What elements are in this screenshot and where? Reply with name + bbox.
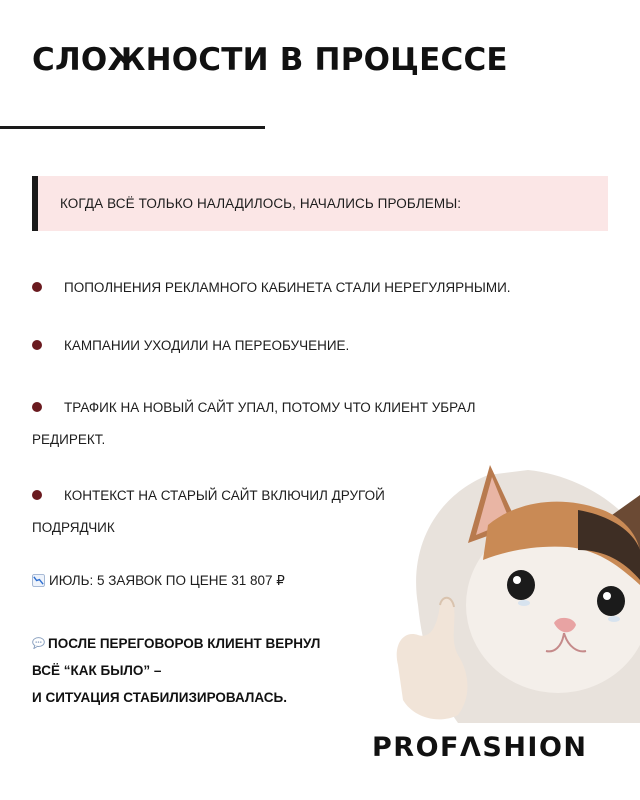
list-item — [32, 272, 602, 304]
page-title: СЛОЖНОСТИ В ПРОЦЕССЕ — [32, 42, 508, 78]
list-item-text: КАМПАНИИ УХОДИЛИ НА ПЕРЕОБУЧЕНИЕ. — [64, 338, 350, 353]
callout-text: КОГДА ВСЁ ТОЛЬКО НАЛАДИЛОСЬ, НАЧАЛИСЬ ПРОБЛЕМЫ: — [60, 196, 462, 211]
list-item-text-continued: ПОДРЯДЧИК — [32, 520, 115, 535]
resolution-line: ПОСЛЕ ПЕРЕГОВОРОВ КЛИЕНТ ВЕРНУЛ — [48, 636, 321, 651]
title-divider — [0, 126, 265, 129]
bullet-dot — [32, 402, 42, 412]
list-item — [32, 330, 602, 362]
bullet-dot — [32, 282, 42, 292]
resolution-line: ВСЁ “КАК БЫЛО” – — [32, 663, 162, 678]
july-text: ИЮЛЬ: 5 ЗАЯВОК ПО ЦЕНЕ 31 807 ₽ — [49, 573, 285, 588]
list-item — [32, 392, 602, 456]
resolution-text — [32, 630, 320, 711]
list-item-text: ПОПОЛНЕНИЯ РЕКЛАМНОГО КАБИНЕТА СТАЛИ НЕРЕГУЛЯРНЫМИ. — [64, 280, 511, 295]
list-item-text: ТРАФИК НА НОВЫЙ САЙТ УПАЛ, ПОТОМУ ЧТО КЛИЕНТ УБРАЛ — [64, 400, 476, 415]
july-result — [32, 573, 285, 589]
bullet-dot — [32, 340, 42, 350]
list-item-text: КОНТЕКСТ НА СТАРЫЙ САЙТ ВКЛЮЧИЛ ДРУГОЙ — [64, 488, 385, 503]
callout-box — [32, 176, 608, 231]
brand-logo: PROFΛSHION — [372, 732, 588, 763]
resolution-line: И СИТУАЦИЯ СТАБИЛИЗИРОВАЛАСЬ. — [32, 690, 288, 705]
crying-cat-image — [378, 455, 640, 723]
bullet-dot — [32, 490, 42, 500]
list-item-text-continued: РЕДИРЕКТ. — [32, 432, 106, 447]
speech-bubble-icon — [32, 637, 45, 649]
chart-down-icon — [32, 574, 45, 587]
